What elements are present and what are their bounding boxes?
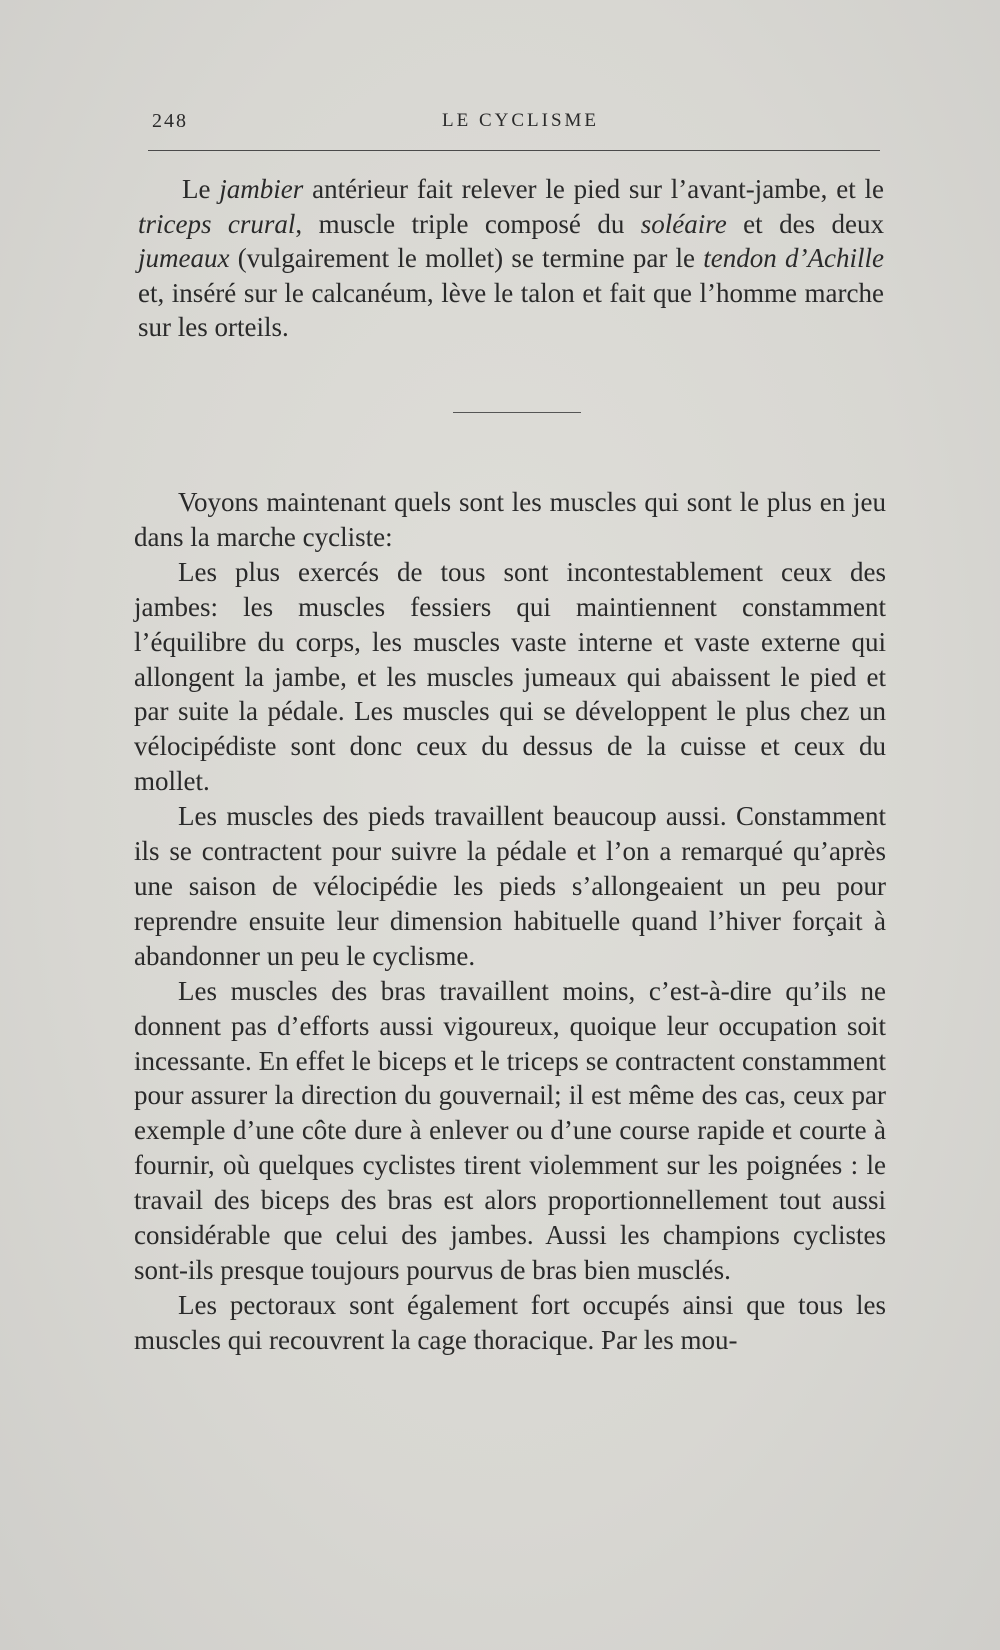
text-run: et, inséré sur le calcanéum, lève le talon et fait que l’homme marche sur les orteils. [138,277,884,342]
italic-term: jumeaux [138,243,230,273]
paragraph: Les pectoraux sont également fort occupés ainsi que tous les muscles qui recouvrent la cage thoracique. Par les mou- [134,1289,886,1355]
paragraph: Les plus exercés de tous sont incontestablement ceux des jambes: les muscles fessiers qui maintiennent constamment l’équilibre du corps, les muscles vaste interne et vaste externe qui allongent la jambe, et les muscles jumeaux qui abaissent le pied et par suite la pédale. Les muscles qui se développent le plus chez un vélocipédiste sont donc ceux du dessus de la cuisse et ceux du mollet. [134,556,886,797]
text-block-anatomy [138,172,884,345]
page-header [152,110,876,144]
running-title: LE CYCLISME [442,110,600,131]
page-number: 248 [152,110,188,132]
text-run: antérieur fait relever le pied sur l’avant-jambe, et le [303,174,884,204]
text-run: , muscle triple composé du [295,208,641,239]
paragraph: Les muscles des bras travaillent moins, c’est-à-dire qu’ils ne donnent pas d’efforts aussi vigoureux, quoique leur occupation soit incessante. En effet le biceps et le triceps se contractent constamment pour assurer la direction du gouvernail; il est même des cas, ceux par exemple d’une côte dure à enlever ou d’une course rapide et courte à fournir, où quelques cyclistes tirent violemment sur les poignées : le travail des biceps des bras est alors proportionnellement tout aussi considérable que celui des jambes. Aussi les champions cyclistes sont-ils presque toujours pourvus de bras bien musclés. [134,975,886,1285]
paragraph: Voyons maintenant quels sont les muscles qui sont le plus en jeu dans la marche cycliste: [134,487,886,552]
text-run: et des deux [726,208,884,239]
header-rule [148,150,880,151]
section-separator-rule [453,412,581,413]
italic-term: soléaire [640,208,727,239]
italic-term: jambier [219,174,304,204]
paragraph [138,172,884,345]
text-run: Le [182,174,220,204]
paragraph: Les muscles des pieds travaillent beaucoup aussi. Constamment ils se contractent pour suivre la pédale et l’on a remarqué qu’après une saison de vélocipédie les pieds s’allongeaient un peu pour reprendre ensuite leur dimension habituelle quand l’hiver forçait à abandonner un peu le cyclisme. [134,801,886,971]
text-block-cycling-muscles [134,485,886,1358]
text-run: (vulgairement le mollet) se termine par le [229,243,704,273]
italic-term: tendon d’Achille [703,243,884,273]
italic-term: triceps crural [138,208,296,239]
